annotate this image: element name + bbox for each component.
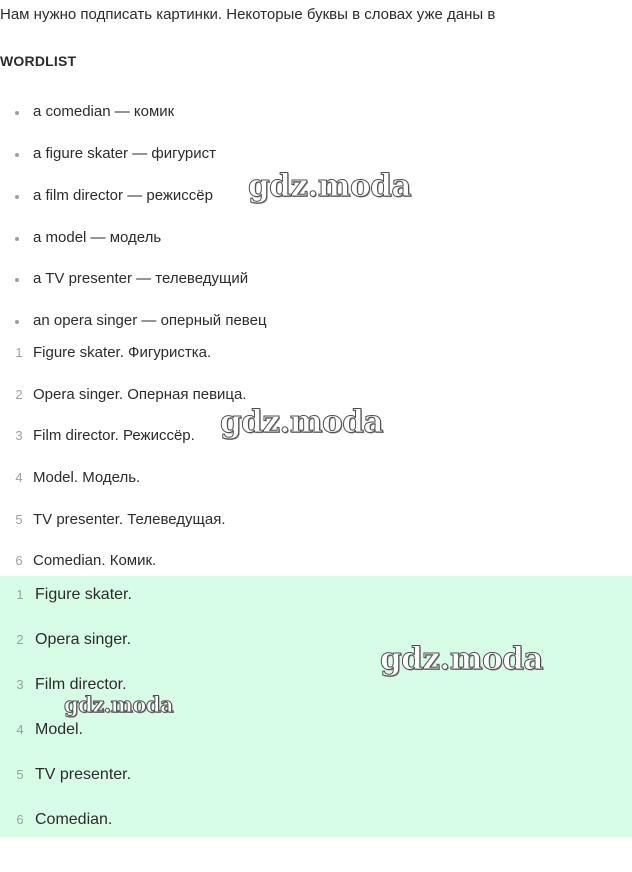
item-number: 1 [16, 587, 24, 602]
watermark-logo: gdz.moda [380, 641, 543, 677]
wordlist-heading: WORDLIST [0, 53, 77, 69]
item-number: 1 [15, 345, 23, 360]
item-number: 2 [16, 632, 24, 647]
item-number: 3 [16, 677, 24, 692]
bullet-icon [15, 278, 19, 282]
item-number: 5 [15, 512, 23, 527]
answer-box: 1 Figure skater. 2 Opera singer. 3 Film director. 4 Model. 5 TV presenter. 6 Comedian. [0, 576, 632, 837]
intro-text: Нам нужно подписать картинки. Некоторые буквы в словах уже даны в [0, 6, 496, 23]
item-number: 6 [15, 553, 23, 568]
item-number: 4 [15, 470, 23, 485]
watermark-logo: gdz.moda [64, 692, 174, 717]
bullet-icon [15, 320, 19, 324]
watermark-logo: gdz.moda [248, 168, 411, 204]
watermark-logo: gdz.moda [220, 404, 383, 440]
item-number: 2 [15, 387, 23, 402]
bullet-icon [15, 237, 19, 241]
item-number: 5 [16, 767, 24, 782]
item-number: 3 [15, 428, 23, 443]
bullet-icon [15, 111, 19, 115]
bullet-icon [15, 195, 19, 199]
item-number: 6 [16, 812, 24, 827]
bullet-icon [15, 153, 19, 157]
item-number: 4 [16, 722, 24, 737]
